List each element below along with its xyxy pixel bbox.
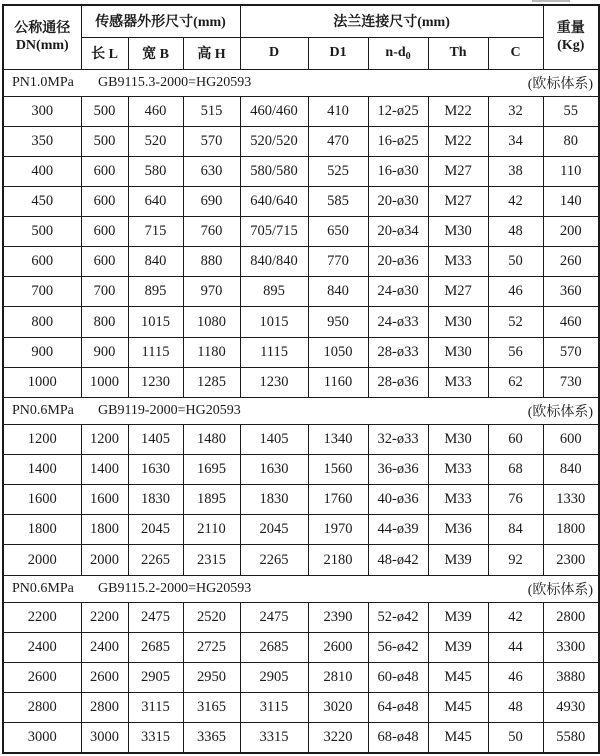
- table-row: [3, 217, 599, 247]
- header-nominal-diameter-unit: DN(mm): [15, 38, 69, 54]
- cell-c: 46: [488, 277, 543, 307]
- cell-weight: 1330: [543, 485, 599, 515]
- cell-width-b: 2905: [128, 662, 183, 692]
- cell-weight: 570: [543, 337, 599, 367]
- cell-width-b: 840: [128, 247, 183, 277]
- header-weight-zh: 重量: [556, 20, 585, 36]
- table-row: [3, 156, 599, 186]
- table-row: [3, 602, 599, 632]
- cell-dn: 1800: [3, 515, 81, 545]
- cell-dn: 700: [3, 277, 81, 307]
- cell-d1: 1560: [308, 455, 368, 485]
- header-weight: [543, 5, 599, 69]
- cell-length-l: 2200: [81, 602, 128, 632]
- header-th: Th: [428, 37, 488, 69]
- cell-height-h: 2520: [183, 602, 240, 632]
- cell-height-h: 3165: [183, 693, 240, 723]
- cell-c: 48: [488, 217, 543, 247]
- cell-d1: 410: [308, 96, 368, 126]
- section-pressure-rating: PN0.6MPa: [12, 580, 74, 596]
- cell-weight: 2300: [543, 545, 599, 575]
- cell-n-d0: 56-ø42: [368, 632, 428, 662]
- cell-n-d0: 32-ø33: [368, 424, 428, 454]
- header-weight-unit: (Kg): [557, 38, 585, 54]
- cell-d: 640/640: [240, 186, 308, 216]
- cell-th: M27: [428, 156, 488, 186]
- cell-length-l: 600: [81, 217, 128, 247]
- cell-height-h: 880: [183, 247, 240, 277]
- cell-n-d0: 64-ø48: [368, 693, 428, 723]
- cell-d1: 840: [308, 277, 368, 307]
- cell-length-l: 600: [81, 156, 128, 186]
- header-nominal-diameter: [3, 5, 81, 69]
- cell-d: 895: [240, 277, 308, 307]
- cell-weight: 3880: [543, 662, 599, 692]
- cell-d: 2475: [240, 602, 308, 632]
- cell-n-d0: 16-ø30: [368, 156, 428, 186]
- cell-n-d0: 48-ø42: [368, 545, 428, 575]
- section-header-inner: [4, 579, 598, 599]
- table-row: [3, 277, 599, 307]
- cell-height-h: 2725: [183, 632, 240, 662]
- cell-height-h: 1080: [183, 307, 240, 337]
- cell-c: 50: [488, 723, 543, 753]
- cell-width-b: 580: [128, 156, 183, 186]
- cell-dn: 2200: [3, 602, 81, 632]
- cell-c: 44: [488, 632, 543, 662]
- cell-n-d0: 52-ø42: [368, 602, 428, 632]
- cell-width-b: 1630: [128, 455, 183, 485]
- table-row: [3, 424, 599, 454]
- cell-length-l: 600: [81, 186, 128, 216]
- section-header-row: [3, 575, 599, 602]
- cell-dn: 900: [3, 337, 81, 367]
- cell-n-d0: 40-ø36: [368, 485, 428, 515]
- cell-n-d0: 68-ø48: [368, 723, 428, 753]
- cell-dn: 300: [3, 96, 81, 126]
- cell-height-h: 2315: [183, 545, 240, 575]
- cell-c: 48: [488, 693, 543, 723]
- cell-c: 62: [488, 367, 543, 397]
- cell-th: M39: [428, 632, 488, 662]
- table-row: [3, 545, 599, 575]
- cell-c: 34: [488, 126, 543, 156]
- header-width-b: 宽 B: [128, 37, 183, 69]
- cell-width-b: 895: [128, 277, 183, 307]
- cell-d: 3115: [240, 693, 308, 723]
- cell-height-h: 3365: [183, 723, 240, 753]
- cell-height-h: 1180: [183, 337, 240, 367]
- cell-length-l: 2600: [81, 662, 128, 692]
- cell-weight: 4930: [543, 693, 599, 723]
- cell-c: 38: [488, 156, 543, 186]
- cell-c: 50: [488, 247, 543, 277]
- cell-dn: 600: [3, 247, 81, 277]
- spec-table-body: [3, 69, 599, 753]
- cell-th: M45: [428, 723, 488, 753]
- header-row-subcolumns: [3, 37, 599, 69]
- cell-th: M30: [428, 217, 488, 247]
- cell-dn: 1000: [3, 367, 81, 397]
- cell-n-d0: 60-ø48: [368, 662, 428, 692]
- table-row: [3, 247, 599, 277]
- cell-length-l: 1400: [81, 455, 128, 485]
- cell-d1: 3020: [308, 693, 368, 723]
- cell-d1: 1050: [308, 337, 368, 367]
- cell-d: 1230: [240, 367, 308, 397]
- cell-length-l: 1200: [81, 424, 128, 454]
- cell-d1: 2810: [308, 662, 368, 692]
- cell-length-l: 2800: [81, 693, 128, 723]
- cell-d1: 1760: [308, 485, 368, 515]
- cell-dn: 450: [3, 186, 81, 216]
- section-header-inner: [4, 73, 598, 93]
- cell-weight: 140: [543, 186, 599, 216]
- header-d: D: [240, 37, 308, 69]
- cell-c: 92: [488, 545, 543, 575]
- cell-dn: 350: [3, 126, 81, 156]
- cell-weight: 730: [543, 367, 599, 397]
- cell-d1: 2390: [308, 602, 368, 632]
- cell-d: 520/520: [240, 126, 308, 156]
- cell-d: 1405: [240, 424, 308, 454]
- table-row: [3, 96, 599, 126]
- cell-width-b: 1405: [128, 424, 183, 454]
- cell-weight: 460: [543, 307, 599, 337]
- cell-d1: 770: [308, 247, 368, 277]
- cell-n-d0: 28-ø33: [368, 337, 428, 367]
- cell-width-b: 715: [128, 217, 183, 247]
- section-header-row: [3, 69, 599, 96]
- cell-n-d0: 36-ø36: [368, 455, 428, 485]
- cell-height-h: 2950: [183, 662, 240, 692]
- cell-n-d0: 44-ø39: [368, 515, 428, 545]
- cell-n-d0: 12-ø25: [368, 96, 428, 126]
- cell-d1: 1970: [308, 515, 368, 545]
- section-standard-note: (欧标体系): [527, 76, 594, 92]
- table-row: [3, 126, 599, 156]
- cell-weight: 1800: [543, 515, 599, 545]
- cell-d1: 585: [308, 186, 368, 216]
- dimension-spec-table: [2, 4, 600, 754]
- cell-weight: 55: [543, 96, 599, 126]
- table-header: [3, 5, 599, 69]
- cell-th: M27: [428, 277, 488, 307]
- cell-th: M33: [428, 485, 488, 515]
- cell-n-d0: 24-ø33: [368, 307, 428, 337]
- cell-weight: 260: [543, 247, 599, 277]
- cell-c: 68: [488, 455, 543, 485]
- section-header-cell: [3, 575, 599, 602]
- cell-height-h: 970: [183, 277, 240, 307]
- cell-width-b: 2265: [128, 545, 183, 575]
- cell-th: M30: [428, 337, 488, 367]
- cell-c: 84: [488, 515, 543, 545]
- cell-c: 52: [488, 307, 543, 337]
- header-d1: D1: [308, 37, 368, 69]
- header-n-d0: [368, 37, 428, 69]
- cell-d: 1830: [240, 485, 308, 515]
- cell-d: 2685: [240, 632, 308, 662]
- table-row: [3, 337, 599, 367]
- cell-dn: 800: [3, 307, 81, 337]
- cell-d: 840/840: [240, 247, 308, 277]
- table-row: [3, 485, 599, 515]
- cell-d: 3315: [240, 723, 308, 753]
- cell-th: M39: [428, 545, 488, 575]
- cell-d: 2045: [240, 515, 308, 545]
- cell-th: M30: [428, 307, 488, 337]
- cell-width-b: 3315: [128, 723, 183, 753]
- cell-d: 1015: [240, 307, 308, 337]
- cell-weight: 2800: [543, 602, 599, 632]
- section-header-cell: [3, 69, 599, 96]
- cell-weight: 3300: [543, 632, 599, 662]
- table-row: [3, 632, 599, 662]
- cell-d1: 3220: [308, 723, 368, 753]
- cell-th: M22: [428, 96, 488, 126]
- table-row: [3, 455, 599, 485]
- cell-dn: 2400: [3, 632, 81, 662]
- cell-d: 2905: [240, 662, 308, 692]
- cell-th: M45: [428, 662, 488, 692]
- table-row: [3, 367, 599, 397]
- cell-length-l: 1800: [81, 515, 128, 545]
- cell-dn: 2600: [3, 662, 81, 692]
- cell-weight: 80: [543, 126, 599, 156]
- cell-width-b: 460: [128, 96, 183, 126]
- cell-dn: 400: [3, 156, 81, 186]
- cell-height-h: 760: [183, 217, 240, 247]
- cell-dn: 1200: [3, 424, 81, 454]
- cell-weight: 5580: [543, 723, 599, 753]
- cell-c: 76: [488, 485, 543, 515]
- cell-width-b: 640: [128, 186, 183, 216]
- cell-d1: 650: [308, 217, 368, 247]
- cell-d1: 470: [308, 126, 368, 156]
- cell-length-l: 2000: [81, 545, 128, 575]
- cell-weight: 360: [543, 277, 599, 307]
- cell-width-b: 1115: [128, 337, 183, 367]
- table-row: [3, 515, 599, 545]
- cell-d1: 950: [308, 307, 368, 337]
- cell-c: 56: [488, 337, 543, 367]
- section-header-row: [3, 397, 599, 424]
- cell-weight: 600: [543, 424, 599, 454]
- cell-c: 60: [488, 424, 543, 454]
- cell-height-h: 690: [183, 186, 240, 216]
- cell-height-h: 1695: [183, 455, 240, 485]
- cell-c: 42: [488, 186, 543, 216]
- cell-width-b: 2685: [128, 632, 183, 662]
- cell-height-h: 1285: [183, 367, 240, 397]
- cell-n-d0: 16-ø25: [368, 126, 428, 156]
- cell-th: M33: [428, 367, 488, 397]
- cell-dn: 2000: [3, 545, 81, 575]
- header-nominal-diameter-zh: 公称通径: [14, 20, 71, 36]
- cell-n-d0: 28-ø36: [368, 367, 428, 397]
- cell-d: 460/460: [240, 96, 308, 126]
- cell-th: M39: [428, 602, 488, 632]
- cell-length-l: 500: [81, 96, 128, 126]
- table-row: [3, 307, 599, 337]
- header-group-sensor-dimensions: 传感器外形尺寸(mm): [81, 5, 240, 37]
- cell-height-h: 570: [183, 126, 240, 156]
- cell-d1: 1160: [308, 367, 368, 397]
- cell-n-d0: 20-ø30: [368, 186, 428, 216]
- cell-height-h: 515: [183, 96, 240, 126]
- cell-c: 42: [488, 602, 543, 632]
- cell-length-l: 3000: [81, 723, 128, 753]
- cell-th: M36: [428, 515, 488, 545]
- cell-th: M45: [428, 693, 488, 723]
- section-standard-note: (欧标体系): [527, 404, 594, 420]
- cell-length-l: 500: [81, 126, 128, 156]
- cell-length-l: 2400: [81, 632, 128, 662]
- cell-length-l: 900: [81, 337, 128, 367]
- cell-width-b: 1830: [128, 485, 183, 515]
- cell-c: 46: [488, 662, 543, 692]
- cell-d1: 1340: [308, 424, 368, 454]
- cell-d1: 525: [308, 156, 368, 186]
- section-header-cell: [3, 397, 599, 424]
- section-standard-code: GB9115.2-2000=HG20593: [98, 580, 252, 596]
- cell-dn: 2800: [3, 693, 81, 723]
- section-pressure-rating: PN1.0MPa: [12, 74, 74, 90]
- cell-length-l: 700: [81, 277, 128, 307]
- cell-dn: 500: [3, 217, 81, 247]
- section-header-inner: [4, 401, 598, 421]
- cell-height-h: 2110: [183, 515, 240, 545]
- header-height-h: 高 H: [183, 37, 240, 69]
- section-standard-code: GB9119-2000=HG20593: [98, 402, 241, 418]
- cell-th: M30: [428, 424, 488, 454]
- cell-d: 1630: [240, 455, 308, 485]
- cell-d: 1115: [240, 337, 308, 367]
- cell-n-d0: 20-ø34: [368, 217, 428, 247]
- cell-th: M22: [428, 126, 488, 156]
- cell-length-l: 800: [81, 307, 128, 337]
- cell-height-h: 1895: [183, 485, 240, 515]
- section-standard-code: GB9115.3-2000=HG20593: [98, 74, 252, 90]
- cell-length-l: 600: [81, 247, 128, 277]
- cell-n-d0: 24-ø30: [368, 277, 428, 307]
- cell-width-b: 3115: [128, 693, 183, 723]
- table-row: [3, 693, 599, 723]
- table-row: [3, 723, 599, 753]
- header-group-flange-dimensions: 法兰连接尺寸(mm): [240, 5, 543, 37]
- section-standard-note: (欧标体系): [527, 582, 594, 598]
- cell-th: M27: [428, 186, 488, 216]
- cell-n-d0: 20-ø36: [368, 247, 428, 277]
- cell-th: M33: [428, 455, 488, 485]
- cell-th: M33: [428, 247, 488, 277]
- cell-width-b: 2475: [128, 602, 183, 632]
- cell-c: 32: [488, 96, 543, 126]
- cell-dn: 3000: [3, 723, 81, 753]
- cell-d1: 2180: [308, 545, 368, 575]
- cell-height-h: 630: [183, 156, 240, 186]
- header-c: C: [488, 37, 543, 69]
- table-row: [3, 662, 599, 692]
- header-length-l: 长 L: [81, 37, 128, 69]
- header-n-d0-main: n-d: [385, 44, 406, 60]
- cell-width-b: 520: [128, 126, 183, 156]
- cell-width-b: 2045: [128, 515, 183, 545]
- header-row-groups: [3, 5, 599, 37]
- cell-dn: 1400: [3, 455, 81, 485]
- cell-d1: 2600: [308, 632, 368, 662]
- cell-height-h: 1480: [183, 424, 240, 454]
- cell-weight: 200: [543, 217, 599, 247]
- cell-d: 2265: [240, 545, 308, 575]
- cell-dn: 1600: [3, 485, 81, 515]
- cell-d: 580/580: [240, 156, 308, 186]
- section-pressure-rating: PN0.6MPa: [12, 402, 74, 418]
- cell-weight: 110: [543, 156, 599, 186]
- cell-length-l: 1600: [81, 485, 128, 515]
- table-row: [3, 186, 599, 216]
- cell-width-b: 1230: [128, 367, 183, 397]
- cell-d: 705/715: [240, 217, 308, 247]
- cell-weight: 840: [543, 455, 599, 485]
- cell-length-l: 1000: [81, 367, 128, 397]
- cell-width-b: 1015: [128, 307, 183, 337]
- header-n-d0-subscript: 0: [405, 50, 411, 62]
